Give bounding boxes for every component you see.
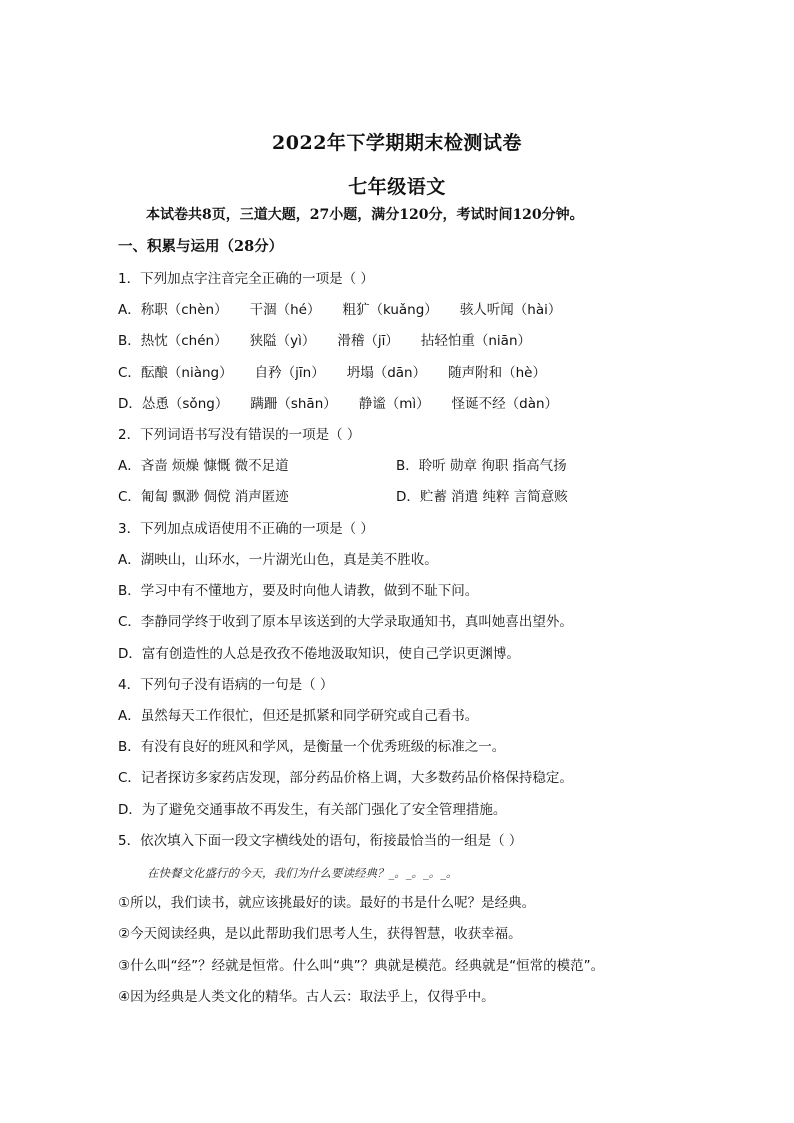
- question-3-option-a: A．湖映山，山环水，一片湖光山色，真是美不胜收。: [118, 552, 438, 568]
- question-5-stem: 5．依次填入下面一段文字横线处的语句，衔接最恰当的一组是（ ）: [118, 833, 523, 849]
- question-2-option-d: D．贮蓄 消遣 纯粹 言简意赅: [396, 489, 568, 505]
- option-item: 随声附和（hè）: [448, 365, 546, 381]
- question-1-option-d: [118, 395, 580, 413]
- question-5-sentence-2: ②今天阅读经典，是以此帮助我们思考人生，获得智慧，收获幸福。: [118, 926, 522, 942]
- option-item: 粗犷（kuǎng）: [342, 302, 438, 318]
- question-4-option-b: B．有没有良好的班风和学风，是衡量一个优秀班级的标准之一。: [118, 739, 506, 755]
- option-item: B．热忱（chén）: [118, 333, 228, 349]
- question-1-stem: 1．下列加点字注音完全正确的一项是（ ）: [118, 271, 374, 287]
- option-item: 狭隘（yì）: [249, 333, 316, 349]
- option-item: D．怂恿（sǒng）: [118, 396, 229, 412]
- question-5-passage: 在快餐文化盛行的今天，我们为什么要读经典？_。_。_。_。: [147, 866, 458, 880]
- option-item: 骇人听闻（hài）: [459, 302, 562, 318]
- question-4-stem: 4．下列句子没有语病的一句是（ ）: [118, 677, 334, 693]
- option-item: 怪诞不经（dàn）: [451, 396, 559, 412]
- option-item: 干涸（hé）: [249, 302, 321, 318]
- question-1-option-a: [118, 301, 583, 319]
- exam-subtitle: 七年级语文: [348, 176, 446, 198]
- question-2-option-a: A．吝啬 烦燥 慷慨 微不足道: [118, 458, 289, 474]
- exam-title: 2022年下学期期末检测试卷: [272, 132, 522, 154]
- question-2-option-c: C．匍匐 飘渺 倜傥 消声匿迹: [118, 489, 289, 505]
- exam-intro: 本试卷共8页，三道大题，27小题，满分120分，考试时间120分钟。: [146, 207, 584, 223]
- question-1-option-c: [118, 364, 568, 382]
- question-3-stem: 3．下列加点成语使用不正确的一项是（ ）: [118, 521, 374, 537]
- question-3-option-c: C．李静同学终于收到了原本早该送到的大学录取通知书，真叫她喜出望外。: [118, 614, 573, 630]
- question-2-option-b: B．聆听 勋章 徇职 指高气扬: [396, 458, 567, 474]
- option-item: 蹒跚（shān）: [250, 396, 337, 412]
- question-5-sentence-1: ①所以，我们读书，就应该挑最好的读。最好的书是什么呢？是经典。: [118, 895, 536, 911]
- question-4-option-a: A．虽然每天工作很忙，但还是抓紧和同学研究或自己看书。: [118, 708, 479, 724]
- question-4-option-d: D．为了避免交通事故不再发生，有关部门强化了安全管理措施。: [118, 802, 507, 818]
- question-1-option-b: [118, 332, 553, 350]
- question-5-sentence-3: ③什么叫“经”？经就是恒常。什么叫“典”？典就是模范。经典就是“恒常的模范”。: [118, 958, 605, 974]
- question-4-option-c: C．记者探访多家药店发现，部分药品价格上调，大多数药品价格保持稳定。: [118, 770, 573, 786]
- section-heading: 一、积累与运用（28分）: [118, 238, 284, 255]
- option-item: 滑稽（jī）: [337, 333, 399, 349]
- question-5-sentence-4: ④因为经典是人类文化的精华。古人云：取法乎上，仅得乎中。: [118, 989, 495, 1005]
- option-item: 静谧（mì）: [358, 396, 430, 412]
- option-item: A．称职（chèn）: [118, 302, 228, 318]
- option-item: C．酝酿（niàng）: [118, 365, 233, 381]
- option-item: 拈轻怕重（niān）: [420, 333, 532, 349]
- question-2-stem: 2．下列词语书写没有错误的一项是（ ）: [118, 427, 361, 443]
- question-3-option-b: B．学习中有不懂地方，要及时向他人请教，做到不耻下问。: [118, 583, 479, 599]
- option-item: 坍塌（dān）: [346, 365, 427, 381]
- option-item: 自矜（jīn）: [254, 365, 325, 381]
- question-3-option-d: D．富有创造性的人总是孜孜不倦地汲取知识，使自己学识更渊博。: [118, 646, 520, 662]
